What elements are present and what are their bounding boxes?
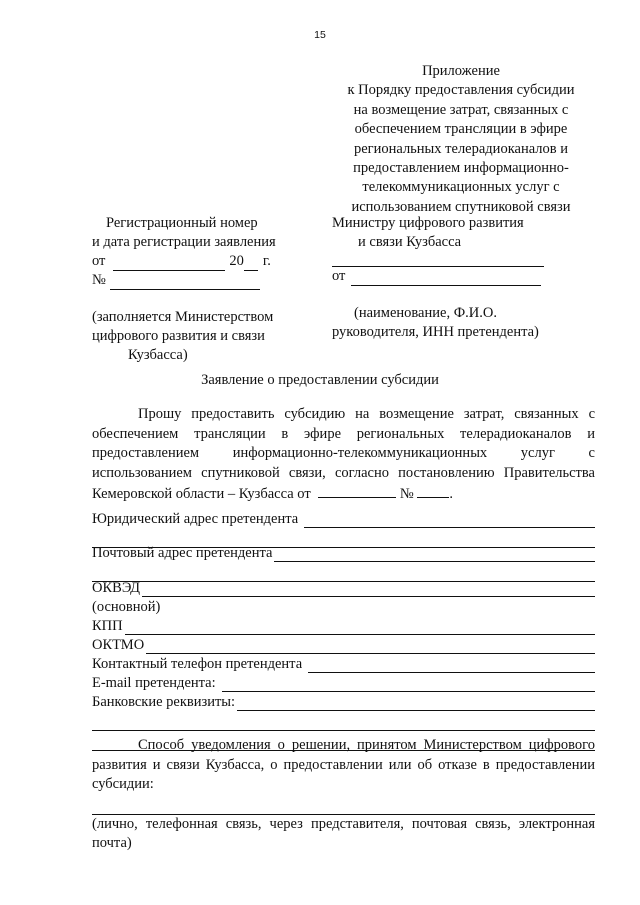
registration-block bbox=[92, 214, 322, 365]
addressee-name-row bbox=[332, 252, 582, 267]
bank-label: Банковские реквизиты: bbox=[92, 694, 236, 710]
registration-year-field[interactable] bbox=[244, 256, 258, 271]
oktmo-field[interactable] bbox=[146, 640, 595, 654]
resolution-number-label: № bbox=[399, 486, 414, 502]
okved-note: (основной) bbox=[92, 599, 161, 615]
phone-label: Контактный телефон претендента bbox=[92, 656, 303, 672]
legal-address-label: Юридический адрес претендента bbox=[92, 511, 299, 527]
appendix-line: телекоммуникационных услуг с bbox=[362, 179, 560, 196]
notice-paragraph: Способ уведомления о решении, принятом Министерством цифрового развития и связи Кузбасса, о предоставлении или об отказе в предоставлении субсидии: bbox=[92, 737, 595, 792]
request-text: Прошу предоставить субсидию на возмещение затрат, связанных с обеспечением трансляции в эфире региональных телерадиоканалов и предоставлением информационно-телекоммуникационных услуг с использованием спутниковой связи, согласно постановлению Правительства Кемеровской области – Кузбасса от bbox=[92, 406, 595, 502]
addressee-note-line: (наименование, Ф.И.О. bbox=[354, 305, 497, 321]
notice-block bbox=[92, 736, 595, 854]
resolution-number-field[interactable] bbox=[417, 483, 449, 498]
postal-address-field[interactable] bbox=[274, 548, 595, 562]
appendix-line: обеспечением трансляции в эфире bbox=[354, 121, 568, 138]
appendix-line: на возмещение затрат, связанных с bbox=[353, 101, 569, 118]
appendix-line: предоставлением информационно- bbox=[353, 160, 569, 177]
registration-note-line: цифрового развития и связи bbox=[92, 328, 265, 344]
appendix-line: использованием спутниковой связи bbox=[351, 198, 571, 215]
phone-field[interactable] bbox=[308, 659, 595, 673]
addressee-from-field[interactable] bbox=[351, 271, 541, 286]
document-title: Заявление о предоставлении субсидии bbox=[201, 372, 439, 388]
appendix-line: к Порядку предоставления субсидии bbox=[347, 82, 575, 99]
appendix-line: Приложение bbox=[422, 63, 500, 79]
kpp-label: КПП bbox=[92, 618, 123, 634]
addressee-block bbox=[332, 214, 582, 342]
addressee-from-row bbox=[332, 267, 582, 286]
email-field[interactable] bbox=[222, 678, 595, 692]
registration-year-suffix: г. bbox=[262, 253, 271, 269]
registration-note-line: (заполняется Министерством bbox=[92, 309, 274, 325]
bank-field[interactable] bbox=[237, 697, 595, 711]
addressee-name-field[interactable] bbox=[332, 252, 544, 267]
email-label: E-mail претендента: bbox=[92, 675, 216, 691]
registration-label-2: и дата регистрации заявления bbox=[92, 234, 276, 250]
addressee-line-1: Министру цифрового развития bbox=[332, 215, 524, 231]
okved-field[interactable] bbox=[142, 583, 595, 597]
kpp-row bbox=[92, 616, 595, 635]
okved-note-row bbox=[92, 597, 595, 616]
registration-label-1: Регистрационный номер bbox=[106, 215, 258, 231]
notice-options: (лично, телефонная связь, через представителя, почтовая связь, электронная почта) bbox=[92, 815, 595, 851]
oktmo-label: ОКТМО bbox=[92, 637, 145, 653]
registration-date-field[interactable] bbox=[113, 256, 225, 271]
addressee-note-line: руководителя, ИНН претендента) bbox=[332, 324, 539, 340]
email-row bbox=[92, 673, 595, 692]
request-paragraph: Прошу предоставить субсидию на возмещение затрат, связанных с обеспечением трансляции в эфире региональных телерадиоканалов и предоставлением информационно-телекоммуникационных услуг с использованием спутниковой связи, согласно постановлению Правительства Кемеровской области – Кузбасса от № . bbox=[92, 406, 595, 502]
postal-address-block bbox=[92, 543, 595, 582]
registration-number-label: № bbox=[92, 272, 106, 288]
registration-from-label: от bbox=[92, 253, 106, 269]
legal-address-field[interactable] bbox=[304, 514, 595, 528]
registration-number-field[interactable] bbox=[110, 275, 260, 290]
okved-label: ОКВЭД bbox=[92, 580, 141, 596]
bank-row bbox=[92, 692, 595, 711]
page-number: 15 bbox=[314, 29, 326, 41]
okved-row bbox=[92, 578, 595, 597]
oktmo-row bbox=[92, 635, 595, 654]
appendix-header bbox=[326, 62, 596, 217]
addressee-from-label: от bbox=[332, 268, 346, 284]
kpp-field[interactable] bbox=[125, 621, 595, 635]
postal-address-label: Почтовый адрес претендента bbox=[92, 545, 273, 561]
registration-note-line: Кузбасса) bbox=[128, 347, 188, 363]
addressee-line-2: и связи Кузбасса bbox=[358, 234, 462, 250]
registration-number-row bbox=[92, 271, 322, 290]
registration-year-label: 20 bbox=[229, 253, 244, 269]
registration-note bbox=[92, 308, 322, 365]
addressee-note bbox=[332, 304, 582, 342]
codes-block bbox=[92, 578, 595, 751]
notice-method-field[interactable] bbox=[92, 795, 595, 815]
phone-row bbox=[92, 654, 595, 673]
bank-field-cont-1[interactable] bbox=[92, 711, 595, 731]
resolution-date-field[interactable] bbox=[318, 483, 396, 498]
appendix-line: региональных телерадиоканалов и bbox=[353, 140, 568, 157]
postal-address-row bbox=[92, 543, 595, 562]
registration-date-row bbox=[92, 252, 322, 271]
legal-address-row bbox=[92, 509, 595, 528]
